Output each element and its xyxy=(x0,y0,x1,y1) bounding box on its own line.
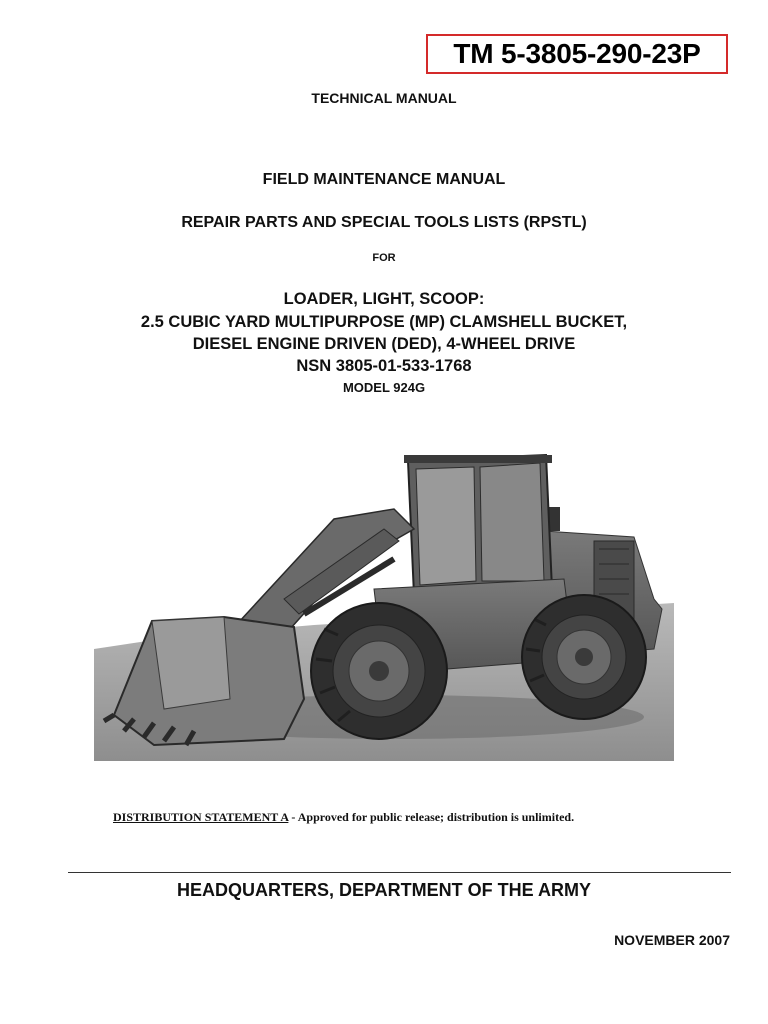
equipment-line-1: LOADER, LIGHT, SCOOP: xyxy=(283,290,485,308)
nsn-line: NSN 3805-01-533-1768 xyxy=(296,357,472,375)
publication-date: NOVEMBER 2007 xyxy=(614,932,730,948)
tm-number: TM 5-3805-290-23P xyxy=(453,38,701,69)
rpstl-title: REPAIR PARTS AND SPECIAL TOOLS LISTS (RPSTL) xyxy=(181,214,587,231)
equipment-line-2: 2.5 CUBIC YARD MULTIPURPOSE (MP) CLAMSHELL BUCKET, xyxy=(140,313,628,331)
distribution-statement-label: DISTRIBUTION STATEMENT A xyxy=(113,810,289,824)
headquarters-label: HEADQUARTERS, DEPARTMENT OF THE ARMY xyxy=(177,880,591,900)
tm-number-box xyxy=(426,34,728,74)
for-label: FOR xyxy=(372,252,396,264)
field-maintenance-title: FIELD MAINTENANCE MANUAL xyxy=(262,171,506,188)
technical-manual-label: TECHNICAL MANUAL xyxy=(311,90,457,106)
distribution-statement xyxy=(113,810,574,825)
distribution-statement-text: - Approved for public release; distribution is unlimited. xyxy=(288,810,575,824)
wheel-loader-photo xyxy=(94,449,674,761)
model-label: MODEL 924G xyxy=(342,380,426,395)
equipment-line-3: DIESEL ENGINE DRIVEN (DED), 4-WHEEL DRIVE xyxy=(192,335,576,353)
divider-line xyxy=(68,872,731,873)
